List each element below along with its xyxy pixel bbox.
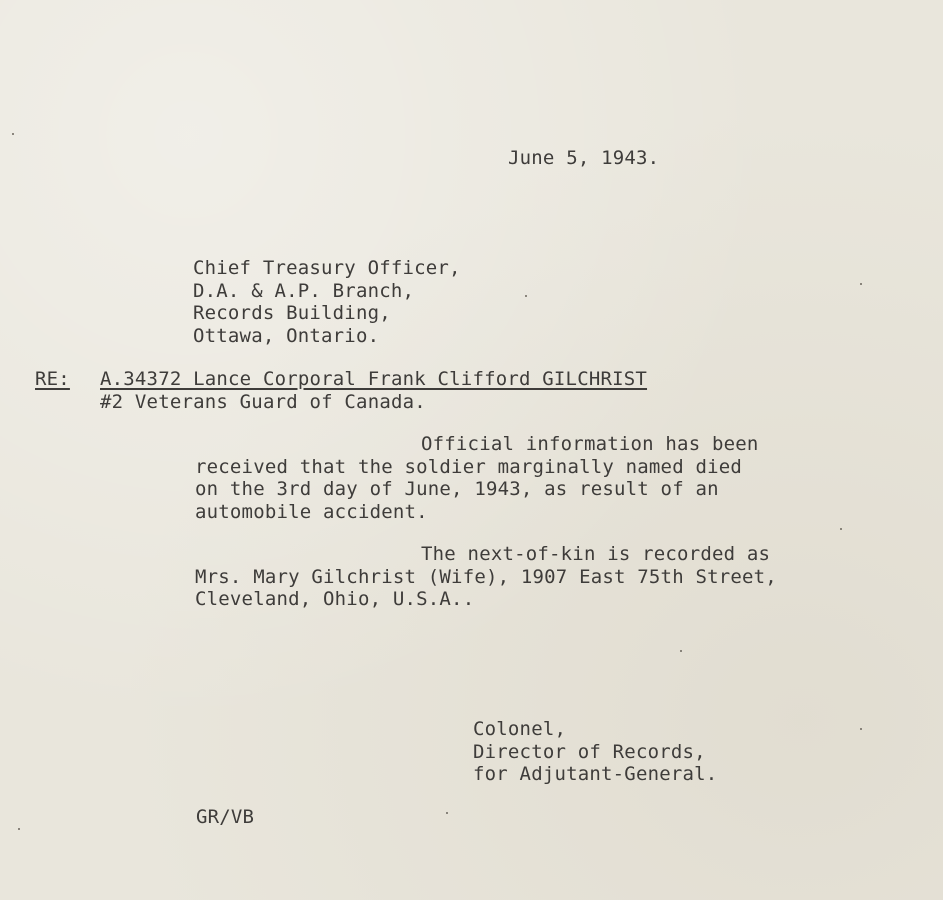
re-subject-line-2: #2 Veterans Guard of Canada.: [100, 391, 426, 413]
paragraph-line: Cleveland, Ohio, U.S.A..: [195, 588, 475, 610]
addressee-line: Records Building,: [193, 302, 391, 324]
paper-speck: [680, 650, 682, 652]
paragraph-1: [195, 433, 759, 523]
signature-line: Colonel,: [473, 718, 567, 740]
paper-speck: [446, 812, 448, 814]
addressee-line: D.A. & A.P. Branch,: [193, 279, 415, 302]
addressee-line: Ottawa, Ontario.: [193, 324, 380, 347]
signature-line: Director of Records,: [473, 740, 706, 763]
addressee-line: Chief Treasury Officer,: [193, 257, 461, 279]
paragraph-line: automobile accident.: [195, 500, 428, 523]
re-label: RE:: [35, 368, 70, 390]
paper-speck: [12, 133, 14, 135]
paper-speck: [18, 828, 20, 830]
addressee-block: [193, 257, 461, 347]
paragraph-line: Official information has been: [421, 433, 759, 455]
signature-block: [473, 718, 717, 786]
paragraph-line: The next-of-kin is recorded as: [421, 543, 771, 565]
paper-speck: [840, 528, 842, 530]
paragraph-line: Mrs. Mary Gilchrist (Wife), 1907 East 75th Street,: [195, 565, 777, 588]
paragraph-line: on the 3rd day of June, 1943, as result of an: [195, 478, 719, 500]
paragraph-2: [195, 543, 777, 611]
signature-line: for Adjutant-General.: [473, 763, 718, 785]
typist-initials: GR/VB: [196, 806, 255, 828]
re-subject-line-1: A.34372 Lance Corporal Frank Clifford GILCHRIST: [100, 368, 648, 390]
paragraph-line: received that the soldier marginally named died: [195, 455, 743, 478]
paper-speck: [860, 283, 862, 285]
letter-date: June 5, 1943.: [508, 147, 660, 169]
paper-speck: [860, 728, 862, 730]
paper-speck: [525, 295, 527, 297]
